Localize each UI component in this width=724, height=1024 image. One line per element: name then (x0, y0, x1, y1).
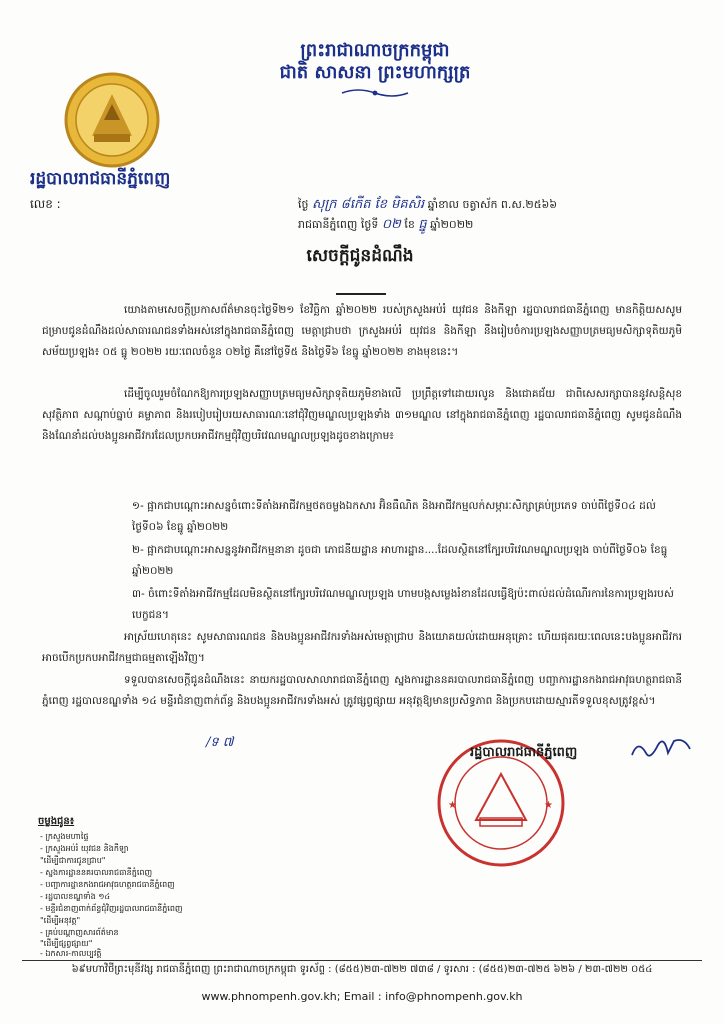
list-item-2: ២- ផ្អាកជាបណ្តោះអាសន្ននូវអាជីវកម្មនានា ដូចជា ភោជនីយដ្ឋាន អាហារដ្ឋាន....ដែលស្ថិតនៅក្បែរបរិវេណមណ្ឌលប្រឡង ចាប់ពីថ្ងៃទី០៦ ខែធ្នូ ឆ្នាំ២០២២ (132, 544, 668, 577)
list-item-3: ៣- ចំពោះទីតាំងអាជីវកម្មដែលមិនស្ថិតនៅក្បែរបរិវេណមណ្ឌលប្រឡង ហាមបង្កសម្លេងរំខានដែលធ្វើឱ្យប៉ះពាល់ដល់ដំណើរការនៃការប្រឡងរបស់បេក្ខជន។ (132, 588, 674, 621)
recipients-heading: ចម្លងជូន៖ (38, 816, 75, 827)
footer-contact: www.phnompenh.gov.kh; Email : info@phnompenh.gov.kh (201, 990, 523, 1003)
list-item-1: ១- ផ្អាកជាបណ្តោះអាសន្នចំពោះទីតាំងអាជីវកម្មថតចម្លងឯកសារ អ៊ិនធឺណិត និងអាជីវកម្មលក់សម្ភារៈសិក្សាគ្រប់ប្រភេទ ចាប់ពីថ្ងៃទី០៤ ដល់ថ្ងៃទី០៦ ខែធ្នូ ឆ្នាំ២០២២ (132, 500, 656, 533)
recipient-item: - ស្នងការដ្ឋាននគរបាលរាជធានីភ្នំពេញ (40, 868, 153, 877)
recipient-item: "ដើម្បីអនុវត្ត" (40, 916, 81, 925)
national-motto: ជាតិ សាសនា ព្រះមហាក្សត្រ (279, 62, 471, 83)
lunar-date-prefix: ថ្ងៃ (298, 198, 309, 211)
body-paragraph-1: យោងតាមសេចក្តីប្រកាសព័ត៌មានចុះថ្ងៃទី២១ ខែវិច្ឆិកា ឆ្នាំ២០២២ របស់ក្រសួងអប់រំ យុវជន និងកីឡា រដ្ឋបាលរាជធានីភ្នំពេញ មានកិត្តិយសសូមជម្រាបជូនដំណឹងដល់សាធារណជនទាំងអស់នៅក្នុងរាជធានីភ្នំពេញ មេត្តាជ្រាបថា ក្រសួងអប់រំ យុវជន និងកីឡា នឹងរៀបចំការប្រឡងសញ្ញាបត្រមធ្យមសិក្សាទុតិយភូមិ សម័យប្រឡង៖ ០៥ ធ្នូ ២០២២ រយៈពេលចំនួន ០២ថ្ងៃ គឺនៅថ្ងៃទី៥ និងថ្ងៃទី៦ ខែធ្នូ ឆ្នាំ២០២២ ខាងមុខនេះ។ (42, 304, 682, 358)
recipient-item: "ដើម្បីជាការជូនជ្រាប" (40, 856, 106, 865)
lunar-date-suffix: ឆ្នាំខាល ចត្វាស័ក ព.ស.២៥៦៦ (427, 198, 558, 211)
body-paragraph-2: ដើម្បីចូលរួមចំណែកឱ្យការប្រឡងសញ្ញាបត្រមធ្យមសិក្សាទុតិយភូមិខាងលើ ប្រព្រឹត្តទៅដោយរលូន និងជោគជ័យ ជាពិសេសរក្សាបាននូវសន្តិសុខ សុវត្ថិភាព សណ្តាប់ធ្នាប់ គម្លាភាព និងរបៀបរៀបរយសាធារណៈនៅជុំវិញមណ្ឌលប្រឡងទាំង ៣១មណ្ឌល នៅក្នុងរាជធានីភ្នំពេញ រដ្ឋបាលរាជធានីភ្នំពេញ សូមជូនដំណឹង និងណែនាំដល់បងប្អូនអាជីវករដែលប្រកបអាជីវកម្មជុំវិញបរិវេណមណ្ឌលប្រឡងដូចខាងក្រោម៖ (42, 388, 682, 442)
closing-handwritten-mark: /ទ ៧ (206, 735, 234, 750)
recipient-item: "ដើម្បីផ្សព្វផ្សាយ" (40, 939, 93, 948)
recipient-item: - រដ្ឋបាលខណ្ឌទាំង ១៤ (40, 892, 111, 901)
reference-number-label: លេខ : (30, 197, 61, 211)
solar-month: ធ្នូ (418, 217, 427, 232)
motto-ornament (340, 86, 410, 100)
svg-text:★: ★ (448, 800, 457, 811)
solar-month-label: ខែ (404, 218, 415, 231)
footer-address: ៦៩មហាវិថីព្រះមុនីវង្ស រាជធានីភ្នំពេញ ព្រះរាជាណាចក្រកម្ពុជា ទូរស័ព្ទ : (៨៥៥)២៣-៧២២ ៧៣៨ / ទូរសារ : (៨៥៥)២៣-៧២៥ ៦២៦ / ២៣-៧២២ ០៥៤ (71, 964, 653, 975)
lunar-date-handwritten: សុក្រ ៨កើត ខែ មិគសិរ (311, 197, 425, 212)
closing-paragraph-2: ទទួលបានសេចក្តីជូនដំណឹងនេះ នាយករដ្ឋបាលសាលារាជធានីភ្នំពេញ ស្នងការដ្ឋាននគរបាលរាជធានីភ្នំពេញ បញ្ជាការដ្ឋានកងរាជអាវុធហត្ថរាជធានីភ្នំពេញ រដ្ឋបាលខណ្ឌទាំង ១៤ មន្ទីរជំនាញពាក់ព័ន្ធ និងបងប្អូនអាជីវករទាំងអស់ ត្រូវផ្សព្វផ្សាយ អនុវត្តឱ្យមានប្រសិទ្ធភាព និងប្រកបដោយស្មារតីទទួលខុសត្រូវខ្ពស់។ (42, 674, 682, 707)
letterhead (230, 40, 520, 106)
recipient-item: - មន្ទីរជំនាញពាក់ព័ន្ធជុំវិញរដ្ឋបាលរាជធានីភ្នំពេញ (40, 904, 183, 913)
issuing-authority: រដ្ឋបាលរាជធានីភ្នំពេញ (30, 169, 171, 189)
signatory-title: រដ្ឋបាលរាជធានីភ្នំពេញ (470, 745, 578, 760)
recipient-item: - ឯកសារ-កាលប្បវត្តិ (40, 949, 102, 958)
solar-year: ឆ្នាំ២០២២ (430, 218, 474, 231)
footer-divider (22, 960, 702, 961)
handwritten-signature (628, 733, 698, 767)
kingdom-title: ព្រះរាជាណាចក្រកម្ពុជា (300, 40, 450, 61)
solar-date-line (298, 216, 473, 235)
recipient-item: - ក្រសួងអប់រំ យុវជន និងកីឡា (40, 844, 129, 853)
solar-date-prefix: រាជធានីភ្នំពេញ ថ្ងៃទី (298, 218, 379, 231)
phnom-penh-seal (64, 72, 160, 168)
title-divider (336, 293, 386, 295)
lunar-date-line (298, 196, 557, 215)
recipient-item: - គ្រប់បណ្តាញសារព័ត៌មាន (40, 928, 119, 937)
closing-paragraph-1: អាស្រ័យហេតុនេះ សូមសាធារណជន និងបងប្អូនអាជីវករទាំងអស់មេត្តាជ្រាប និងយោគយល់ដោយអនុគ្រោះ ហើយផុតរយៈពេលនេះបងប្អូនអាជីវករ អាចបើកប្រកបអាជីវកម្មជាធម្មតាឡើងវិញ។ (42, 631, 682, 664)
document-title: សេចក្តីជូនដំណឹង (306, 246, 414, 266)
solar-day: ០២ (381, 217, 401, 232)
svg-text:★: ★ (544, 800, 553, 811)
recipient-item: - បញ្ជាការដ្ឋានកងរាជអាវុធហត្ថរាជធានីភ្នំពេញ (40, 880, 175, 889)
recipient-item: - ក្រសួងមហាផ្ទៃ (40, 832, 89, 841)
